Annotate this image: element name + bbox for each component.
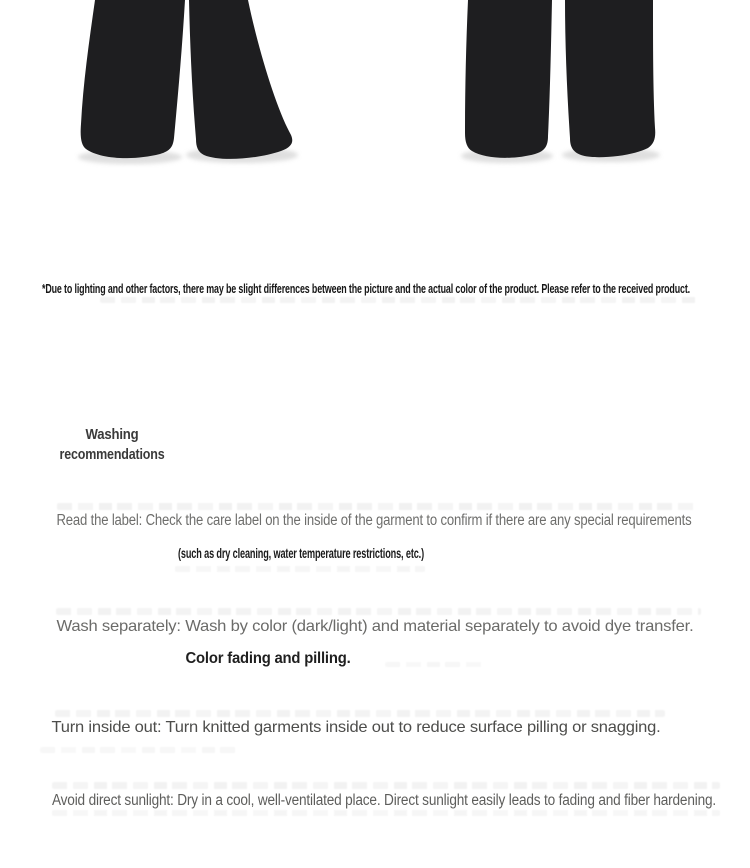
pant-leg — [565, 0, 655, 157]
ghost-text-artifact — [100, 297, 700, 303]
ghost-text-artifact — [55, 710, 665, 717]
tip-wash-separately: Wash separately: Wash by color (dark/light) and material separately to avoid dye transfer. — [56, 618, 694, 635]
ghost-text-artifact — [40, 747, 240, 753]
pant-leg — [465, 0, 552, 158]
color-disclaimer-text: *Due to lighting and other factors, there may be slight differences between the picture and the actual color of the product. Please refer to the received product. — [42, 281, 690, 296]
ghost-text-artifact — [52, 782, 720, 789]
tip-read-label: Read the label: Check the care label on the inside of the garment to confirm if there are any special requirements — [56, 512, 692, 529]
ghost-text-artifact — [56, 608, 701, 615]
washing-heading-line2: recommendations — [59, 446, 165, 463]
ghost-text-artifact — [57, 503, 697, 510]
washing-heading-line1: Washing — [85, 426, 139, 443]
tip-turn-inside-out: Turn inside out: Turn knitted garments inside out to reduce surface pilling or snagging. — [51, 719, 661, 736]
product-photo-right-pants — [455, 0, 665, 168]
ghost-text-artifact — [385, 662, 485, 667]
tip-wash-separately-continued: Color fading and pilling. — [185, 650, 351, 667]
tip-read-label-continued: (such as dry cleaning, water temperature restrictions, etc.) — [178, 546, 424, 561]
pant-leg — [189, 0, 292, 159]
ghost-text-artifact — [52, 810, 720, 816]
product-photo-left-pants — [70, 0, 305, 168]
ghost-text-artifact — [175, 566, 425, 572]
pant-leg — [81, 0, 185, 158]
tip-avoid-sunlight: Avoid direct sunlight: Dry in a cool, well-ventilated place. Direct sunlight easily leads to fading and fiber hardening. — [52, 792, 716, 809]
